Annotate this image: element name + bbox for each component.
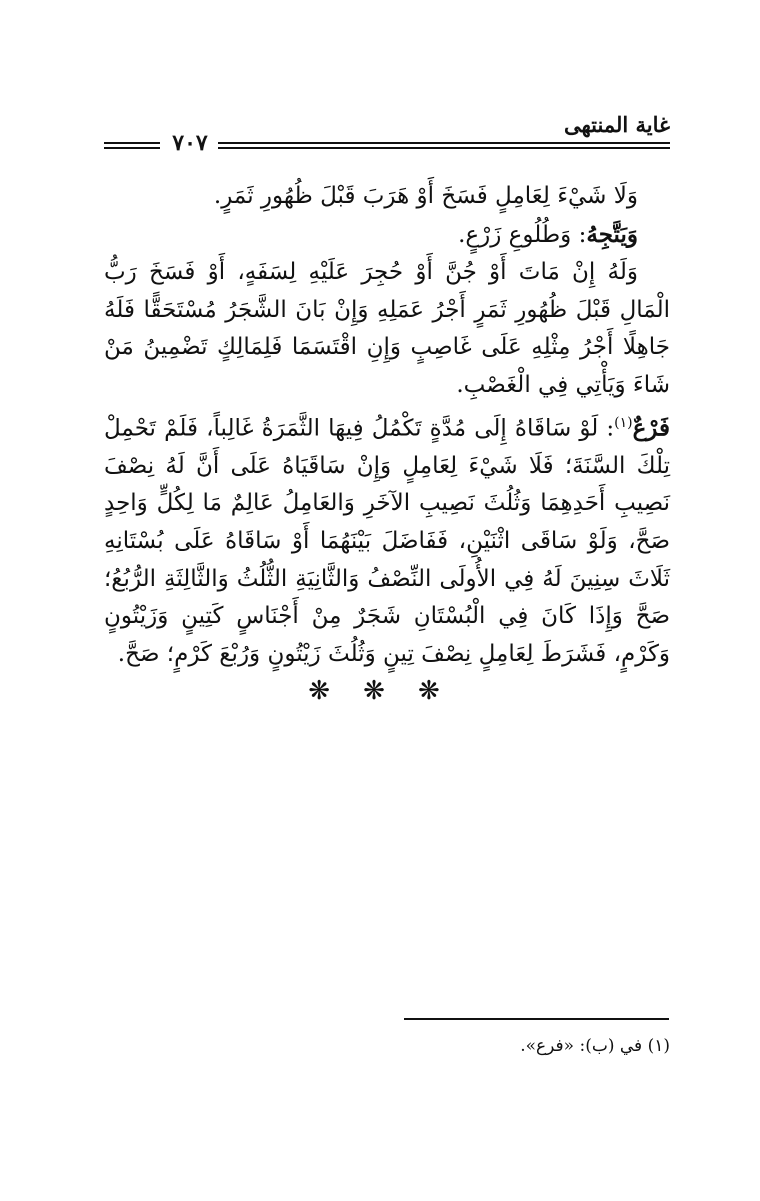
main-text — [104, 178, 670, 673]
paragraph-3-text: وَلَهُ إِنْ مَاتَ أَوْ جُنَّ أَوْ حُجِرَ عَلَيْهِ لِسَفَهٍ، أَوْ فَسَخَ رَبُّ الْمَالِ قَبْلَ ظُهُورِ ثَمَرٍ أَجْرُ عَمَلِهِ وَإِنْ بَانَ الشَّجَرُ مُسْتَحَقًّا فَلَهُ جَاهِلًا أَجْرُ مِثْلِهِ عَلَى غَاصِبٍ وَإِنِ اقْتَسَمَا فَلِمَالِكٍ تَضْمِينُ مَنْ شَاءَ وَيَأْتِي فِي الْغَصْبِ. — [104, 259, 670, 398]
page-header — [104, 112, 670, 162]
header-rule-right — [218, 142, 670, 149]
running-head-title: غاية المنتهى — [563, 112, 670, 137]
paragraph-4-text: : لَوْ سَاقَاهُ إِلَى مُدَّةٍ تَكْمُلُ فِيهَا الثَّمَرَةُ غَالِباً، فَلَمْ تَحْمِلْ تِلْكَ السَّنَةَ؛ فَلَا شَيْءَ لِعَامِلٍ وَإِنْ سَاقَيَاهُ عَلَى أَنَّ لَهُ نِصْفَ نَصِيبِ أَحَدِهِمَا وَثُلُثَ نَصِيبِ الآخَرِ وَالعَامِلُ عَالِمٌ مَا لِكُلٍّ وَاحِدٍ صَحَّ، وَلَوْ سَاقَى اثْنَيْنِ، فَفَاضَلَ بَيْنَهُمَا أَوْ سَاقَاهُ عَلَى بُسْتَانِهِ ثَلَاثَ سِنِينَ لَهُ فِي الأُولَى النِّصْفُ وَالثَّانِيَةِ الثُّلُثُ وَالثَّالِثَةِ الرُّبُعُ؛ صَحَّ وَإِذَا كَانَ فِي الْبُسْتَانِ شَجَرٌ مِنْ أَجْنَاسٍ كَتِينٍ وَزَيْتُونٍ وَكَرْمٍ، فَشَرَطَ لِعَامِلٍ نِصْفَ تِينٍ وَثُلُثَ زَيْتُونٍ وَرُبْعَ كَرْمٍ؛ صَحَّ. — [104, 415, 670, 667]
paragraph-3 — [104, 254, 670, 404]
paragraph-2-text: : وَطُلُوعِ زَرْعٍ. — [458, 221, 587, 248]
footnote: (١) في (ب): «فرع». — [520, 1036, 670, 1056]
paragraph-4 — [104, 405, 670, 674]
paragraph-1-text: وَلَا شَيْءَ لِعَامِلٍ فَسَخَ أَوْ هَرَبَ قَبْلَ ظُهُورِ ثَمَرٍ. — [213, 183, 638, 209]
paragraph-1 — [104, 178, 670, 216]
paragraph-4-heading: فَرْعٌ — [632, 414, 670, 442]
footnote-marker: (١) — [614, 414, 633, 431]
footnote-rule — [404, 1018, 669, 1020]
section-separator: ❋ ❋ ❋ — [308, 676, 452, 706]
header-rule-left — [104, 142, 160, 149]
page-number: ٧٠٧ — [162, 130, 218, 156]
paragraph-2-heading: وَيَتَّجِهُ — [586, 220, 638, 248]
paragraph-2 — [104, 216, 670, 255]
